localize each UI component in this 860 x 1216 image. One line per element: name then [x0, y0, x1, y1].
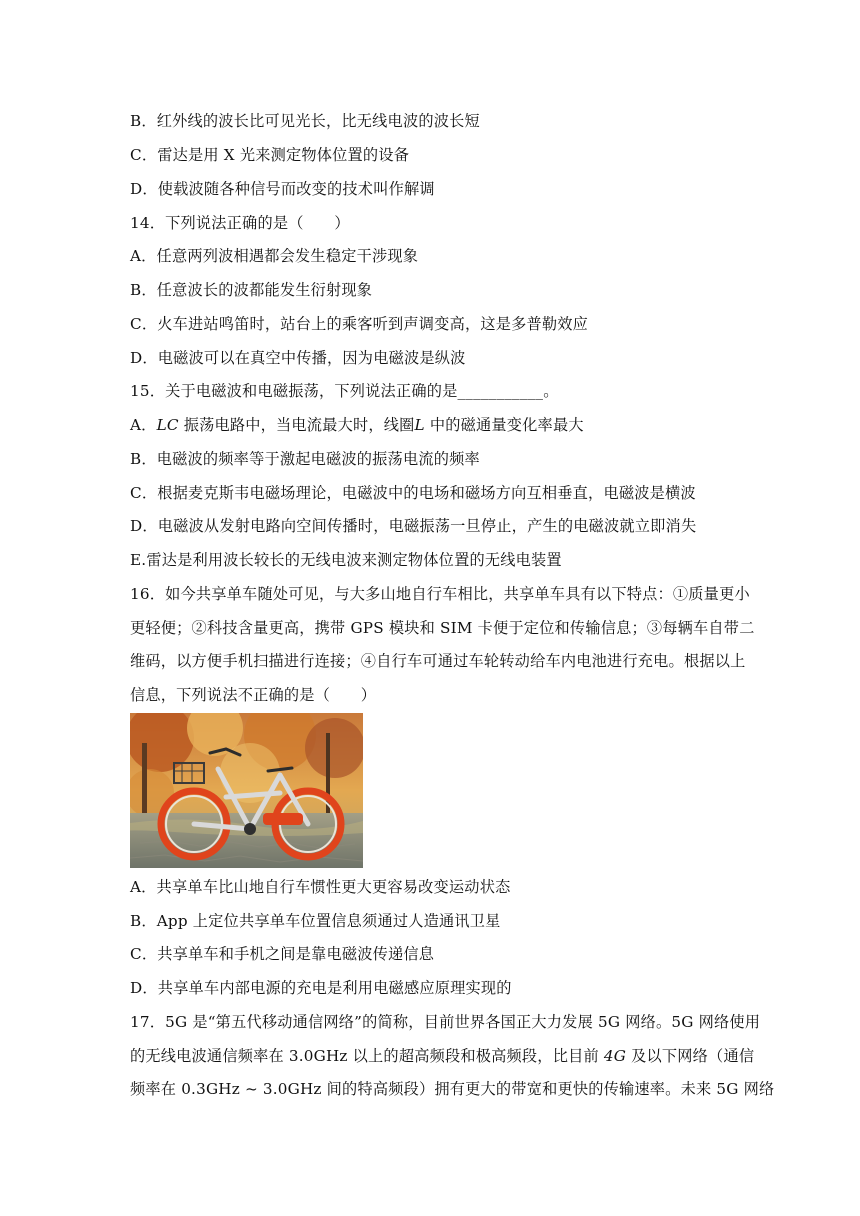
question-17-line-1: 17．5G 是“第五代移动通信网络”的简称，目前世界各国正大力发展 5G 网络。5G 网络使用 — [130, 1013, 761, 1031]
option-14b: B．任意波长的波都能发生衍射现象 — [130, 281, 373, 299]
question-17-line-2: 的无线电波通信频率在 3.0GHz 以上的超高频段和极高频段，比目前 4G 及以下网络（通信 — [130, 1047, 755, 1065]
question-14: 14．下列说法正确的是（ ） — [130, 214, 350, 232]
option-15e: E.雷达是利用波长较长的无线电波来测定物体位置的无线电装置 — [130, 551, 562, 569]
option-14d: D．电磁波可以在真空中传播，因为电磁波是纵波 — [130, 349, 466, 367]
option-15b: B．电磁波的频率等于激起电磁波的振荡电流的频率 — [130, 450, 480, 468]
option-14a: A．任意两列波相遇都会发生稳定干涉现象 — [130, 247, 419, 265]
question-17-line-3: 频率在 0.3GHz ~ 3.0GHz 间的特高频段）拥有更大的带宽和更快的传输速率。未来 5G 网络 — [130, 1080, 775, 1098]
option-16a: A．共享单车比山地自行车惯性更大更容易改变运动状态 — [130, 878, 511, 896]
option-16b: B．App 上定位共享单车位置信息须通过人造通讯卫星 — [130, 912, 501, 930]
option-13b: B．红外线的波长比可见光长，比无线电波的波长短 — [130, 112, 480, 130]
option-13c: C．雷达是用 X 光来测定物体位置的设备 — [130, 146, 410, 164]
option-15c: C．根据麦克斯韦电磁场理论，电磁波中的电场和磁场方向互相垂直，电磁波是横波 — [130, 484, 696, 502]
option-13d: D．使载波随各种信号而改变的技术叫作解调 — [130, 180, 435, 198]
question-16-line-3: 维码，以方便手机扫描进行连接；④自行车可通过车轮转动给车内电池进行充电。根据以上 — [130, 652, 746, 670]
question-16-line-4: 信息，下列说法不正确的是（ ） — [130, 686, 377, 704]
option-14c: C．火车进站鸣笛时，站台上的乘客听到声调变高，这是多普勒效应 — [130, 315, 589, 333]
option-16c: C．共享单车和手机之间是靠电磁波传递信息 — [130, 945, 435, 963]
option-15a: A．LC 振荡电路中，当电流最大时，线圈L 中的磁通量变化率最大 — [130, 416, 584, 434]
option-16d: D．共享单车内部电源的充电是利用电磁感应原理实现的 — [130, 979, 512, 997]
question-16-line-1: 16．如今共享单车随处可见，与大多山地自行车相比，共享单车具有以下特点：①质量更小 — [130, 585, 750, 603]
shared-bicycle-photo — [130, 713, 363, 868]
question-15: 15．关于电磁波和电磁振荡，下列说法正确的是___________。 — [130, 382, 559, 400]
question-16-line-2: 更轻便；②科技含量更高，携带 GPS 模块和 SIM 卡便于定位和传输信息；③每辆车自带二 — [130, 619, 755, 637]
option-15d: D．电磁波从发射电路向空间传播时，电磁振荡一旦停止，产生的电磁波就立即消失 — [130, 517, 697, 535]
